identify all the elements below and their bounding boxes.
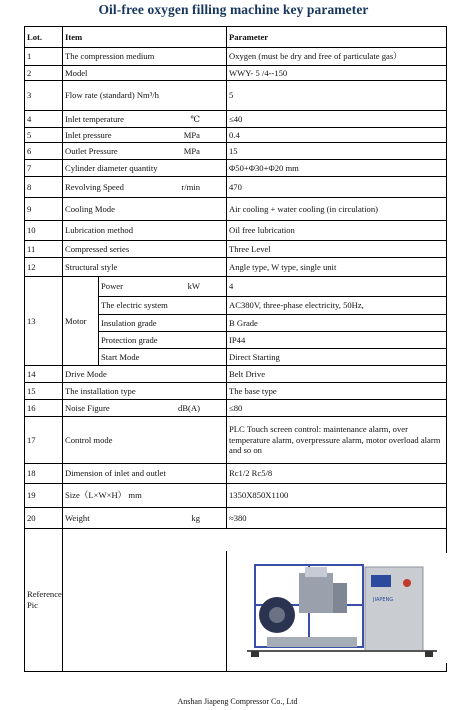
row-lot: 8 <box>25 177 63 198</box>
header-item: Item <box>63 27 227 48</box>
row-item: Structural style <box>63 258 227 277</box>
row-lot: 16 <box>25 400 63 417</box>
table-row <box>25 383 447 400</box>
row-item: Flow rate (standard) Nm³/h <box>63 81 227 111</box>
table-row <box>25 128 447 143</box>
row-parameter: Oil free lubrication <box>227 221 447 241</box>
row-parameter: PLC Touch screen control: maintenance alarm, over temperature alarm, overpressure alarm, motor overload alarm and so on <box>227 417 447 464</box>
row-lot: 19 <box>25 484 63 508</box>
item-unit: MPa <box>183 129 200 140</box>
row-parameter: Φ50+Φ30+Φ20 mm <box>227 160 447 177</box>
row-lot: 1 <box>25 48 63 66</box>
item-label: Inlet temperature <box>65 113 124 124</box>
reference-row <box>25 529 447 552</box>
item-with-unit <box>65 513 224 524</box>
reference-pic-row <box>25 551 447 672</box>
table-row <box>25 143 447 160</box>
row-lot: 18 <box>25 464 63 484</box>
row-item: Lubrication method <box>63 221 227 241</box>
item-label: Noise Figure <box>65 402 110 413</box>
row-item: Model <box>63 66 227 81</box>
reference-top-spacer <box>63 529 447 552</box>
row-item: Control mode <box>63 417 227 464</box>
table-row <box>25 48 447 66</box>
row-lot: 17 <box>25 417 63 464</box>
item-with-unit <box>101 281 224 292</box>
row-parameter: Air cooling + water cooling (in circulation) <box>227 198 447 221</box>
table-row <box>25 464 447 484</box>
row-parameter: Angle type, W type, single unit <box>227 258 447 277</box>
item-with-unit <box>65 182 224 193</box>
item-unit: dB(A) <box>178 402 200 413</box>
table-row <box>25 400 447 417</box>
item-label: Outlet Pressure <box>65 145 118 156</box>
parameter-sheet <box>24 26 446 691</box>
header-lot: Lot. <box>25 27 63 48</box>
motor-parameter: IP44 <box>227 332 447 349</box>
row-lot: 4 <box>25 111 63 128</box>
table-row <box>25 160 447 177</box>
table-row <box>25 258 447 277</box>
item-label: Power <box>101 281 123 292</box>
table-header-row <box>25 27 447 48</box>
row-parameter: 0.4 <box>227 128 447 143</box>
motor-item <box>99 277 227 297</box>
row-item: Cylinder diameter quantity <box>63 160 227 177</box>
row-item: Cooling Mode <box>63 198 227 221</box>
motor-label: Motor <box>63 277 99 366</box>
row-lot: 12 <box>25 258 63 277</box>
row-lot: 11 <box>25 241 63 258</box>
motor-lot: 13 <box>25 277 63 366</box>
row-lot: 5 <box>25 128 63 143</box>
row-item: The installation type <box>63 383 227 400</box>
brand-label: JIAPENG <box>373 597 394 603</box>
row-item: Dimension of inlet and outlet <box>63 464 227 484</box>
reference-label: Reference Pic <box>25 529 63 672</box>
row-item <box>63 128 227 143</box>
item-unit: ℃ <box>190 113 200 124</box>
item-unit: r/min <box>181 181 200 192</box>
row-item <box>63 111 227 128</box>
row-lot: 3 <box>25 81 63 111</box>
row-lot: 9 <box>25 198 63 221</box>
row-item <box>63 400 227 417</box>
motor-item: Protection grade <box>99 332 227 349</box>
row-lot: 6 <box>25 143 63 160</box>
page-title: Oil-free oxygen filling machine key parameter <box>98 2 369 17</box>
motor-item: The electric system <box>99 297 227 315</box>
row-item: Compressed series <box>63 241 227 258</box>
item-with-unit <box>65 130 224 141</box>
motor-item: Insulation grade <box>99 315 227 332</box>
header-parameter: Parameter <box>227 27 447 48</box>
motor-parameter: AC380V, three-phase electricity, 50Hz, <box>227 297 447 315</box>
row-item <box>63 508 227 529</box>
motor-parameter: Direct Starting <box>227 349 447 366</box>
table-row <box>25 111 447 128</box>
row-parameter: 15 <box>227 143 447 160</box>
table-row <box>25 277 447 297</box>
row-lot: 14 <box>25 366 63 383</box>
row-parameter: The base type <box>227 383 447 400</box>
table-row <box>25 66 447 81</box>
reference-pic-cell <box>227 551 447 672</box>
row-lot: 7 <box>25 160 63 177</box>
row-lot: 15 <box>25 383 63 400</box>
table-row <box>25 221 447 241</box>
table-row <box>25 484 447 508</box>
item-unit: MPa <box>183 145 200 156</box>
item-with-unit <box>65 114 224 125</box>
row-lot: 2 <box>25 66 63 81</box>
item-unit: kW <box>187 281 200 292</box>
row-parameter: 1350X850X1100 <box>227 484 447 508</box>
row-parameter: Oxygen (must be dry and free of particulate gas） <box>227 48 447 66</box>
compressor-machine-image <box>237 553 447 663</box>
table-row <box>25 241 447 258</box>
row-item: The compression medium <box>63 48 227 66</box>
item-label: Revolving Speed <box>65 181 124 192</box>
row-lot: 10 <box>25 221 63 241</box>
item-with-unit <box>65 403 224 414</box>
row-parameter: Three Level <box>227 241 447 258</box>
motor-item: Start Mode <box>99 349 227 366</box>
company-footer: Anshan Jiapeng Compressor Co., Ltd <box>177 697 298 706</box>
table-row <box>25 198 447 221</box>
row-parameter: Belt Drive <box>227 366 447 383</box>
table-row <box>25 177 447 198</box>
row-parameter: ≤40 <box>227 111 447 128</box>
row-parameter: ≈380 <box>227 508 447 529</box>
table-row <box>25 508 447 529</box>
row-item <box>63 177 227 198</box>
row-parameter: 470 <box>227 177 447 198</box>
table-row <box>25 366 447 383</box>
item-unit: kg <box>191 512 200 523</box>
row-item: Drive Mode <box>63 366 227 383</box>
table-row <box>25 81 447 111</box>
table-row <box>25 417 447 464</box>
row-item <box>63 143 227 160</box>
row-parameter: 5 <box>227 81 447 111</box>
parameter-table <box>24 26 447 672</box>
row-parameter: WWY- 5 /4--150 <box>227 66 447 81</box>
item-label: Weight <box>65 512 90 523</box>
row-parameter: Rc1/2 Rc5/8 <box>227 464 447 484</box>
item-label: Inlet pressure <box>65 129 112 140</box>
row-lot: 20 <box>25 508 63 529</box>
motor-parameter: B Grade <box>227 315 447 332</box>
motor-parameter: 4 <box>227 277 447 297</box>
row-item: Size（L×W×H） mm <box>63 484 227 508</box>
item-with-unit <box>65 146 224 157</box>
reference-empty-cell <box>63 551 227 672</box>
row-parameter: ≤80 <box>227 400 447 417</box>
